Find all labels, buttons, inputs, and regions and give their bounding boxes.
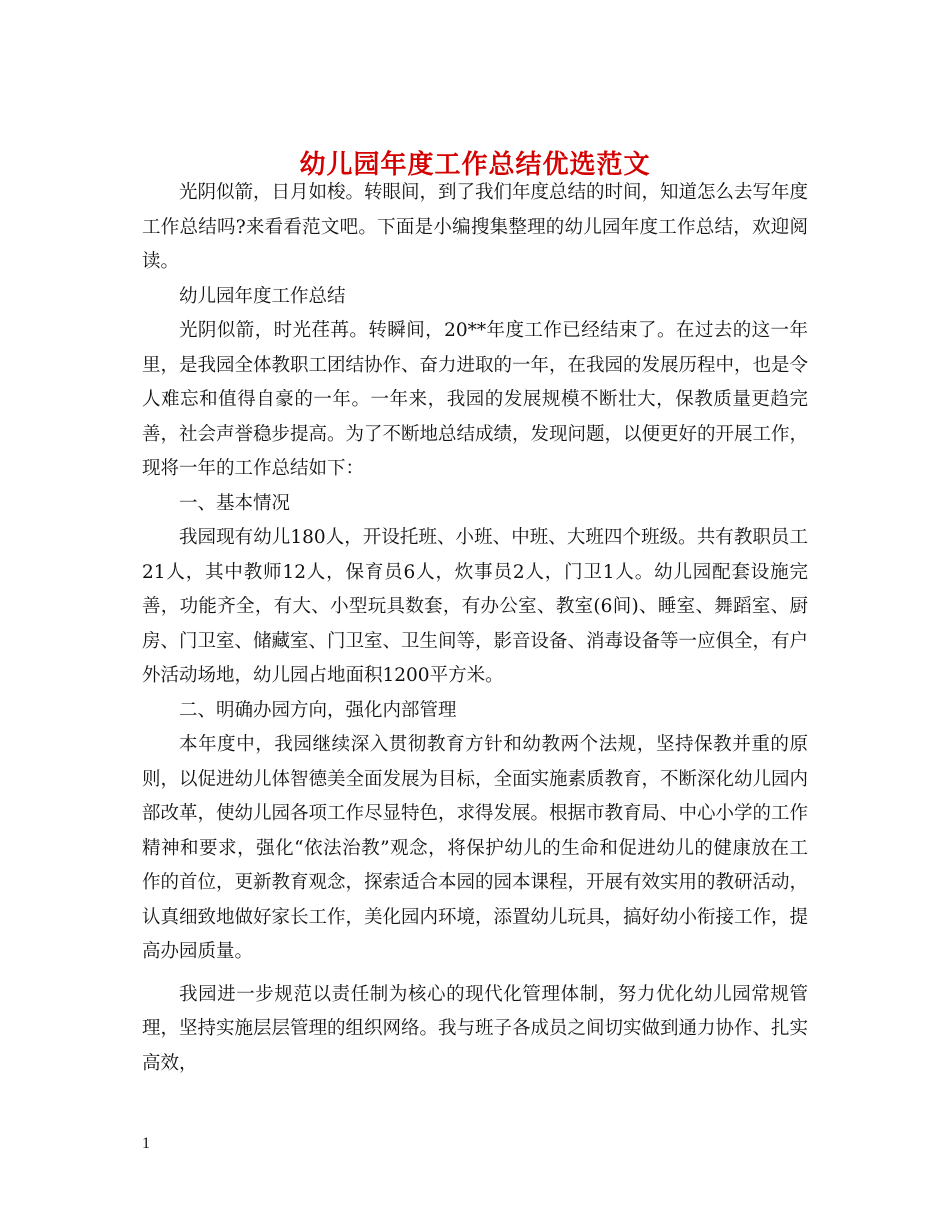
page-number: 1 bbox=[142, 1135, 150, 1152]
section-heading-summary: 幼儿园年度工作总结 bbox=[179, 285, 346, 307]
basic-situation-paragraph: 我园现有幼儿180人，开设托班、小班、中班、大班四个班级。共有教职员工21人，其中教师12人，保育员6人，炊事员2人，门卫1人。幼儿园配套设施完善，功能齐全，有大、小型玩具数套，有办公室、教室(6间)、睡室、舞蹈室、厨房、门卫室、储藏室、门卫室、卫生间等，影音设备、消毒设备等一应俱全，有户外活动场地，幼儿园占地面积1200平方米。 bbox=[142, 527, 809, 686]
opening-paragraph: 光阴似箭，时光荏苒。转瞬间，20**年度工作已经结束了。在过去的这一年里，是我园全体教职工团结协作、奋力进取的一年，在我园的发展历程中，也是令人难忘和值得自豪的一年。一年来，我园的发展规模不断壮大，保教质量更趋完善，社会声誉稳步提高。为了不断地总结成绩，发现问题，以便更好的开展工作，现将一年的工作总结如下： bbox=[142, 320, 809, 479]
document-body bbox=[142, 176, 808, 1081]
section-heading-management: 二、明确办园方向，强化内部管理 bbox=[179, 699, 457, 721]
management-continued-paragraph: 我园进一步规范以责任制为核心的现代化管理体制，努力优化幼儿园常规管理，坚持实施层层管理的组织网络。我与班子各成员之间切实做到通力协作、扎实高效， bbox=[142, 983, 809, 1074]
management-paragraph: 本年度中，我园继续深入贯彻教育方针和幼教两个法规，坚持保教并重的原则，以促进幼儿体智德美全面发展为目标，全面实施素质教育，不断深化幼儿园内部改革，使幼儿园各项工作尽显特色，求得发展。根据市教育局、中心小学的工作精神和要求，强化“依法治教”观念，将保护幼儿的生命和促进幼儿的健康放在工作的首位，更新教育观念，探索适合本园的园本课程，开展有效实用的教研活动，认真细致地做好家长工作，美化园内环境，添置幼儿玩具，搞好幼小衔接工作，提高办园质量。 bbox=[142, 734, 809, 962]
intro-paragraph: 光阴似箭，日月如梭。转眼间，到了我们年度总结的时间，知道怎么去写年度工作总结吗?来看看范文吧。下面是小编搜集整理的幼儿园年度工作总结，欢迎阅读。 bbox=[142, 182, 809, 272]
document-title: 幼儿园年度工作总结优选范文 bbox=[299, 150, 651, 181]
section-heading-basic-situation: 一、基本情况 bbox=[179, 492, 291, 514]
